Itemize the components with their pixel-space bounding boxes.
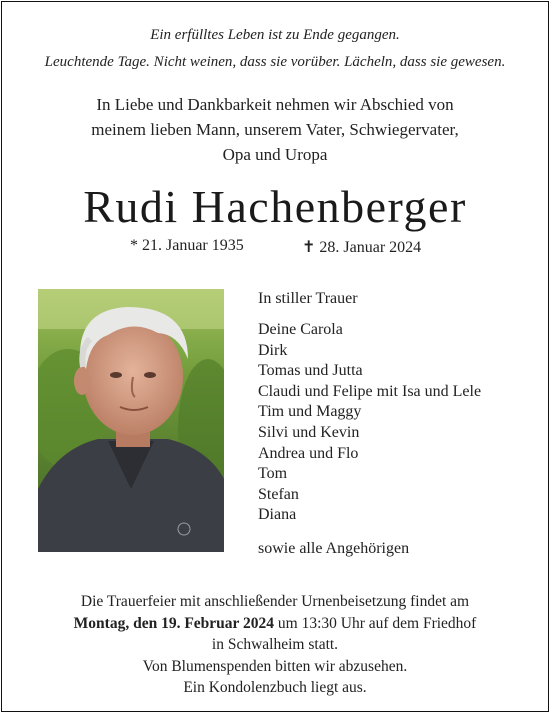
- ceremony-line-5: Ein Kondolenzbuch liegt aus.: [183, 679, 367, 696]
- mourners-section: [258, 289, 482, 557]
- quote-line-1: Ein erfülltes Leben ist zu Ende gegangen.: [150, 27, 400, 43]
- intro-line-1: In Liebe und Dankbarkeit nehmen wir Abschied von: [96, 95, 454, 114]
- ceremony-line-1: Die Trauerfeier mit anschließender Urnenbeisetzung findet am: [80, 593, 470, 610]
- obituary-card: [1, 1, 549, 712]
- portrait-illustration: [38, 289, 224, 552]
- ceremony-line-2: [2, 613, 548, 635]
- list-item: Claudi und Felipe mit Isa und Lele: [258, 382, 482, 400]
- quote-line-2: Leuchtende Tage. Nicht weinen, dass sie vorüber. Lächeln, dass sie gewesen.: [44, 54, 506, 70]
- list-item: Dirk: [258, 341, 288, 359]
- ceremony-time-place: um 13:30 Uhr auf dem Friedhof: [274, 614, 477, 632]
- list-item: Andrea und Flo: [258, 444, 359, 462]
- list-item: Stefan: [258, 485, 299, 503]
- list-item: Tomas und Jutta: [258, 362, 363, 380]
- ceremony-line-3: in Schwalheim statt.: [211, 636, 339, 653]
- ceremony-line-4: Von Blumenspenden bitten wir abzusehen.: [142, 657, 408, 675]
- list-item: Tom: [258, 465, 288, 483]
- deceased-name: Rudi Hachenberger: [83, 181, 467, 232]
- portrait-photo: [38, 289, 224, 552]
- relatives-line: sowie alle Angehörigen: [258, 540, 410, 557]
- birth-date: * 21. Januar 1935: [130, 237, 244, 254]
- intro-line-2: meinem lieben Mann, unserem Vater, Schwiegervater,: [91, 120, 459, 139]
- list-item: Diana: [258, 506, 297, 524]
- list-item: Silvi und Kevin: [258, 423, 360, 441]
- ceremony-text: [2, 591, 548, 699]
- intro-line-3: Opa und Uropa: [222, 145, 328, 164]
- list-item: Tim und Maggy: [258, 403, 362, 421]
- mourners-heading: In stiller Trauer: [258, 290, 358, 307]
- mourners-list: [258, 320, 481, 526]
- list-item: Deine Carola: [258, 321, 343, 338]
- ceremony-date: Montag, den 19. Februar 2024: [73, 614, 275, 632]
- intro-text: [2, 92, 548, 167]
- death-date: ✝ 28. Januar 2024: [302, 239, 422, 256]
